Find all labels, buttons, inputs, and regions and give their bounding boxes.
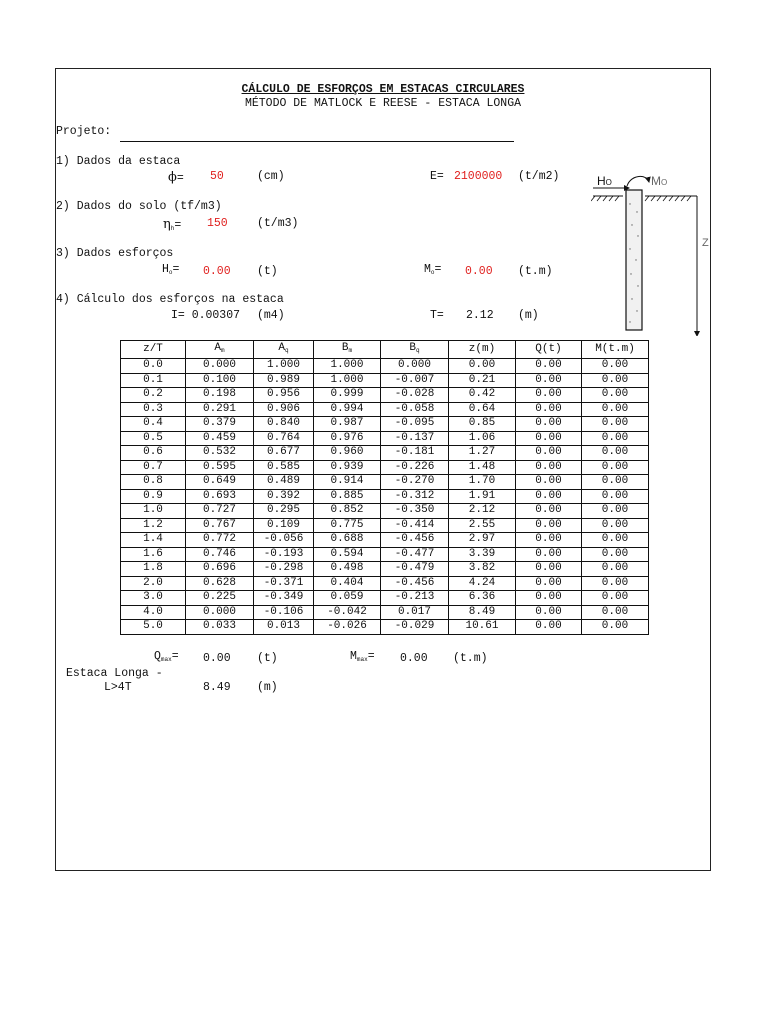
section-3-heading: 3) Dados esforços: [56, 247, 174, 260]
table-cell: -0.312: [381, 489, 449, 504]
table-cell: 2.12: [449, 504, 516, 519]
table-row: [121, 605, 649, 620]
table-cell: 0.00: [516, 446, 582, 461]
table-cell: -0.349: [254, 591, 314, 606]
table-cell: 0.772: [186, 533, 254, 548]
eta-symbol: η: [163, 217, 171, 232]
mmax-value: 0.00: [400, 652, 428, 665]
table-cell: 0.00: [516, 547, 582, 562]
table-cell: 0.840: [254, 417, 314, 432]
table-row: [121, 504, 649, 519]
table-cell: -0.106: [254, 605, 314, 620]
page-title: CÁLCULO DE ESFORÇOS EM ESTACAS CIRCULARES: [241, 83, 525, 96]
section-4-heading: 4) Cálculo dos esforços na estaca: [56, 293, 284, 306]
table-cell: 1.000: [314, 359, 381, 374]
table-cell: -0.456: [381, 576, 449, 591]
table-cell: 1.27: [449, 446, 516, 461]
eta-label: $\eta_h=$: [163, 217, 182, 232]
table-cell: 0.392: [254, 489, 314, 504]
table-cell: 0.00: [516, 460, 582, 475]
table-cell: 0.727: [186, 504, 254, 519]
table-row: [121, 547, 649, 562]
table-cell: 0.21: [449, 373, 516, 388]
table-cell: 0.2: [121, 388, 186, 403]
col-header-zt: z/T: [121, 341, 186, 359]
table-cell: 0.532: [186, 446, 254, 461]
table-cell: 2.55: [449, 518, 516, 533]
table-cell: 0.628: [186, 576, 254, 591]
col-header-bq: $B_q$: [381, 341, 449, 359]
table-cell: -0.193: [254, 547, 314, 562]
table-cell: 1.91: [449, 489, 516, 504]
table-cell: 0.677: [254, 446, 314, 461]
table-cell: 0.976: [314, 431, 381, 446]
table-cell: -0.477: [381, 547, 449, 562]
eta-unit: (t/m3): [257, 217, 299, 230]
table-cell: 0.225: [186, 591, 254, 606]
page-subtitle: MÉTODO DE MATLOCK E REESE - ESTACA LONGA: [244, 97, 522, 110]
table-cell: -0.026: [314, 620, 381, 635]
m0-moment-arrow: [627, 176, 649, 186]
phi-label: ϕ=: [168, 170, 184, 185]
table-cell: 1.8: [121, 562, 186, 577]
table-cell: -0.137: [381, 431, 449, 446]
table-cell: 0.00: [582, 562, 649, 577]
eta-value[interactable]: 150: [207, 217, 228, 230]
table-cell: 0.767: [186, 518, 254, 533]
table-row: [121, 591, 649, 606]
table-cell: 0.00: [582, 460, 649, 475]
table-row: [121, 417, 649, 432]
table-cell: -0.029: [381, 620, 449, 635]
table-cell: 0.00: [516, 402, 582, 417]
e-unit: (t/m2): [518, 170, 560, 183]
table-cell: 4.0: [121, 605, 186, 620]
table-body: [121, 359, 649, 635]
table-cell: 1.6: [121, 547, 186, 562]
table-cell: 1.4: [121, 533, 186, 548]
table-cell: 0.00: [582, 504, 649, 519]
table-row: [121, 620, 649, 635]
h0-unit: (t): [257, 265, 278, 278]
table-cell: 0.649: [186, 475, 254, 490]
results-table: [120, 340, 649, 635]
section-1-heading: 1) Dados da estaca: [56, 155, 181, 168]
table-cell: 0.9: [121, 489, 186, 504]
table-cell: 0.00: [582, 576, 649, 591]
t-unit: (m): [518, 309, 539, 322]
table-cell: 0.013: [254, 620, 314, 635]
pile-diagram: [591, 170, 711, 336]
table-cell: 0.1: [121, 373, 186, 388]
qmax-unit: (t): [257, 652, 278, 665]
table-cell: 0.852: [314, 504, 381, 519]
table-row: [121, 576, 649, 591]
col-header-q: Q(t): [516, 341, 582, 359]
table-cell: 0.0: [121, 359, 186, 374]
table-row: [121, 518, 649, 533]
table-cell: 1.000: [254, 359, 314, 374]
table-cell: 0.3: [121, 402, 186, 417]
table-cell: 0.594: [314, 547, 381, 562]
table-cell: 0.00: [516, 489, 582, 504]
m0-value[interactable]: 0.00: [465, 265, 493, 278]
table-cell: 0.489: [254, 475, 314, 490]
table-cell: 0.987: [314, 417, 381, 432]
table-cell: -0.042: [314, 605, 381, 620]
table-cell: 0.00: [582, 533, 649, 548]
table-cell: -0.479: [381, 562, 449, 577]
table-cell: -0.371: [254, 576, 314, 591]
table-cell: 0.198: [186, 388, 254, 403]
table-cell: 0.00: [582, 417, 649, 432]
table-cell: 0.00: [516, 431, 582, 446]
table-row: [121, 402, 649, 417]
table-cell: 3.0: [121, 591, 186, 606]
length-unit: (m): [257, 681, 278, 694]
table-cell: 0.595: [186, 460, 254, 475]
table-row: [121, 533, 649, 548]
table-cell: 0.906: [254, 402, 314, 417]
table-row: [121, 475, 649, 490]
table-cell: -0.226: [381, 460, 449, 475]
table-cell: 0.956: [254, 388, 314, 403]
table-cell: 0.00: [582, 431, 649, 446]
table-cell: 0.00: [516, 562, 582, 577]
table-cell: 0.017: [381, 605, 449, 620]
z-axis-label: Z: [702, 237, 709, 249]
table-cell: 0.100: [186, 373, 254, 388]
table-row: [121, 388, 649, 403]
table-cell: 0.000: [381, 359, 449, 374]
table-cell: 0.999: [314, 388, 381, 403]
pile-body: [626, 190, 642, 330]
table-cell: 0.00: [516, 605, 582, 620]
mmax-unit: (t.m): [453, 652, 488, 665]
length-value: 8.49: [203, 681, 231, 694]
table-cell: 0.696: [186, 562, 254, 577]
qmax-label: $Q_{max}=$: [154, 650, 179, 663]
table-cell: 0.00: [516, 591, 582, 606]
table-cell: -0.414: [381, 518, 449, 533]
table-cell: 8.49: [449, 605, 516, 620]
table-cell: 0.00: [449, 359, 516, 374]
h0-value[interactable]: 0.00: [203, 265, 231, 278]
table-cell: 0.989: [254, 373, 314, 388]
table-cell: 0.585: [254, 460, 314, 475]
t-label: T=: [430, 309, 444, 322]
table-cell: 0.00: [516, 417, 582, 432]
table-row: [121, 562, 649, 577]
t-value: 2.12: [466, 309, 494, 322]
table-cell: 0.00: [582, 620, 649, 635]
col-header-z: z(m): [449, 341, 516, 359]
table-cell: 1.06: [449, 431, 516, 446]
table-row: [121, 446, 649, 461]
table-cell: 0.00: [582, 388, 649, 403]
table-cell: -0.213: [381, 591, 449, 606]
col-header-am: $A_m$: [186, 341, 254, 359]
table-cell: 0.00: [582, 489, 649, 504]
table-cell: 0.00: [516, 620, 582, 635]
table-row: [121, 431, 649, 446]
table-cell: 0.000: [186, 605, 254, 620]
table-cell: -0.181: [381, 446, 449, 461]
table-cell: 0.00: [582, 359, 649, 374]
table-cell: 0.00: [516, 504, 582, 519]
table-cell: 0.960: [314, 446, 381, 461]
table-cell: 0.059: [314, 591, 381, 606]
estaca-longa-label: Estaca Longa -: [66, 667, 163, 680]
col-header-aq: $A_q$: [254, 341, 314, 359]
m0-moment-label: MO: [651, 174, 668, 188]
table-cell: 2.0: [121, 576, 186, 591]
phi-value[interactable]: 50: [210, 170, 224, 183]
table-cell: 0.291: [186, 402, 254, 417]
table-cell: -0.095: [381, 417, 449, 432]
length-label: L>4T: [104, 681, 132, 694]
h0-force-label: HO: [597, 174, 612, 188]
table-cell: 0.775: [314, 518, 381, 533]
table-cell: 0.404: [314, 576, 381, 591]
table-row: [121, 460, 649, 475]
table-cell: 1.0: [121, 504, 186, 519]
phi-unit: (cm): [257, 170, 285, 183]
table-cell: 0.688: [314, 533, 381, 548]
project-input[interactable]: [120, 141, 514, 142]
table-cell: 10.61: [449, 620, 516, 635]
h0-label: $H_o=$: [162, 263, 180, 276]
table-cell: 0.00: [516, 576, 582, 591]
table-cell: 0.693: [186, 489, 254, 504]
table-cell: 0.000: [186, 359, 254, 374]
table-cell: 1.2: [121, 518, 186, 533]
table-cell: 0.379: [186, 417, 254, 432]
table-cell: 0.295: [254, 504, 314, 519]
table-cell: 0.914: [314, 475, 381, 490]
table-cell: -0.058: [381, 402, 449, 417]
table-cell: 0.00: [582, 605, 649, 620]
table-cell: 3.82: [449, 562, 516, 577]
table-cell: 0.64: [449, 402, 516, 417]
table-cell: 0.109: [254, 518, 314, 533]
table-cell: 0.00: [516, 533, 582, 548]
table-cell: 0.42: [449, 388, 516, 403]
table-cell: 4.24: [449, 576, 516, 591]
table-cell: 0.00: [516, 359, 582, 374]
inertia-unit: (m4): [257, 309, 285, 322]
table-cell: 0.764: [254, 431, 314, 446]
mmax-label: $M_{max}=$: [350, 650, 375, 663]
table-cell: 0.033: [186, 620, 254, 635]
table-cell: 0.459: [186, 431, 254, 446]
table-cell: -0.456: [381, 533, 449, 548]
table-cell: 0.939: [314, 460, 381, 475]
table-cell: 0.498: [314, 562, 381, 577]
table-cell: 0.00: [582, 475, 649, 490]
table-cell: 0.00: [582, 373, 649, 388]
table-cell: -0.298: [254, 562, 314, 577]
qmax-value: 0.00: [203, 652, 231, 665]
table-cell: 6.36: [449, 591, 516, 606]
table-cell: 1.48: [449, 460, 516, 475]
table-cell: 0.885: [314, 489, 381, 504]
table-cell: 0.994: [314, 402, 381, 417]
table-row: [121, 373, 649, 388]
table-cell: 0.00: [582, 547, 649, 562]
table-cell: 0.00: [516, 373, 582, 388]
table-row: [121, 489, 649, 504]
table-row: [121, 359, 649, 374]
table-cell: 0.00: [582, 591, 649, 606]
table-header-row: [121, 341, 649, 359]
table-cell: 5.0: [121, 620, 186, 635]
table-cell: -0.056: [254, 533, 314, 548]
table-cell: 0.746: [186, 547, 254, 562]
table-cell: 0.8: [121, 475, 186, 490]
table-cell: 2.97: [449, 533, 516, 548]
table-cell: 0.00: [582, 402, 649, 417]
col-header-bm: $B_m$: [314, 341, 381, 359]
e-label: E=: [430, 170, 444, 183]
m0-label: $M_o=$: [424, 263, 442, 276]
worksheet: [55, 68, 711, 871]
table-cell: 0.7: [121, 460, 186, 475]
table-cell: -0.350: [381, 504, 449, 519]
table-cell: -0.007: [381, 373, 449, 388]
table-cell: 1.000: [314, 373, 381, 388]
table-cell: 1.70: [449, 475, 516, 490]
table-cell: 0.00: [516, 388, 582, 403]
m0-unit: (t.m): [518, 265, 553, 278]
table-cell: -0.028: [381, 388, 449, 403]
phi-symbol: ϕ: [168, 170, 177, 185]
col-header-m: M(t.m): [582, 341, 649, 359]
table-cell: 0.00: [582, 518, 649, 533]
table-cell: 0.6: [121, 446, 186, 461]
table-cell: 0.00: [516, 475, 582, 490]
table-cell: 3.39: [449, 547, 516, 562]
e-value[interactable]: 2100000: [454, 170, 503, 183]
project-label: Projeto:: [56, 125, 112, 138]
table-cell: 0.5: [121, 431, 186, 446]
table-cell: 0.4: [121, 417, 186, 432]
table-cell: 0.00: [582, 446, 649, 461]
inertia-value: I= 0.00307: [171, 309, 241, 322]
table-cell: -0.270: [381, 475, 449, 490]
table-cell: 0.85: [449, 417, 516, 432]
section-2-heading: 2) Dados do solo (tf/m3): [56, 200, 222, 213]
table-cell: 0.00: [516, 518, 582, 533]
